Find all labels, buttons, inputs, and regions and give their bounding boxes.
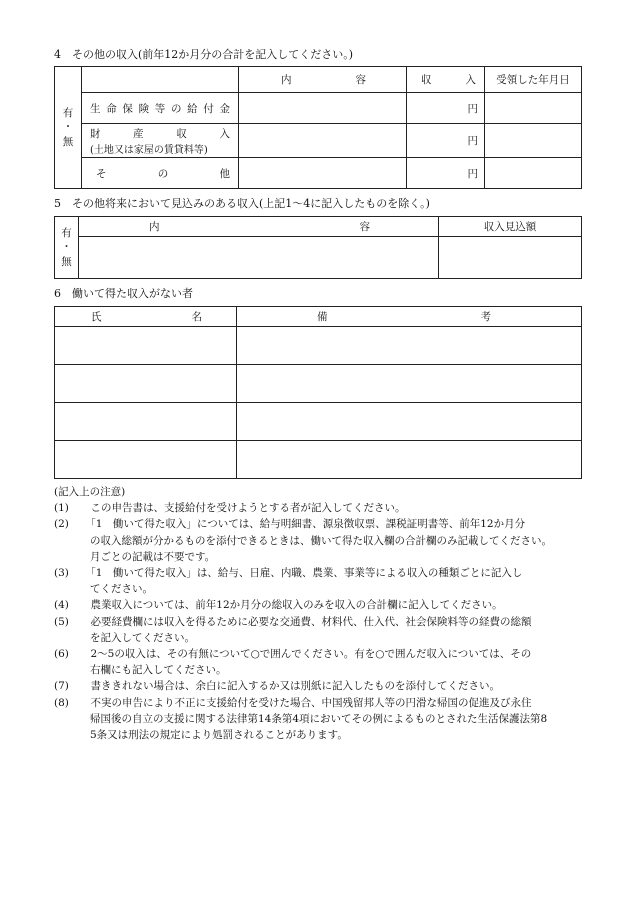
dot-mark: ・ xyxy=(61,241,72,254)
section6-col-name: 氏 名 xyxy=(55,307,237,327)
section6-table xyxy=(54,306,582,479)
label-life-insurance: 生 命 保 険 等 の 給 付 金 xyxy=(82,93,239,124)
note-item: (8) 不実の申告により不正に支援給付を受けた場合、中国残留邦人等の円滑な帰国の促進及び永住 帰国後の自立の支援に関する法律第14条第4項においてその例によるものとされた生活保護法第8 5条又は刑法の規定により処罰されることがあります。 xyxy=(54,696,548,742)
note-item: (6) 2〜5の収入は、その有無について○で囲んでください。有を○で囲んだ収入については、その 右欄にも記入してください。 xyxy=(54,648,532,677)
property-income-amount-input[interactable]: 円 xyxy=(407,124,485,158)
name-input-3[interactable] xyxy=(55,403,237,441)
note-item: (7) 書ききれない場合は、余白に記入するか又は別紙に記入したものを添付してください。 xyxy=(54,680,500,693)
section5-content-input[interactable] xyxy=(79,237,439,279)
section4-col-content: 内 容 xyxy=(239,67,407,93)
property-income-content-input[interactable] xyxy=(239,124,407,158)
section5-col-content: 内 容 xyxy=(79,217,439,237)
notes-section xyxy=(54,484,584,743)
other-content-input[interactable] xyxy=(239,158,407,189)
name-input-2[interactable] xyxy=(55,365,237,403)
section6-col-remarks: 備 考 xyxy=(237,307,582,327)
section5-amount-input[interactable] xyxy=(439,237,582,279)
section4-col-income: 収 入 xyxy=(407,67,485,93)
section4-col-date: 受領した年月日 xyxy=(485,67,582,93)
property-income-date-input[interactable] xyxy=(485,124,582,158)
remarks-input-3[interactable] xyxy=(237,403,582,441)
dot-mark: ・ xyxy=(62,121,74,134)
life-insurance-content-input[interactable] xyxy=(239,93,407,124)
note-item: (5) 必要経費欄には収入を得るために必要な交通費、材料代、仕入代、社会保険料等の経費の総額 を記入してください。 xyxy=(54,615,532,644)
note-item: (2) 「1 働いて得た収入」については、給与明細書、源泉徴収票、課税証明書等、前年12か月分 の収入総額が分かるものを添付できるときは、働いて得た収入欄の合計欄のみ記載してください。 月ごとの記載は不要です。 xyxy=(54,518,552,563)
section5-heading: 5 その他将来において見込みのある収入(上記1〜4に記入したものを除く。) xyxy=(54,197,430,210)
other-date-input[interactable] xyxy=(485,158,582,189)
section4-header-blank xyxy=(82,67,239,93)
label-property-income: 財 産 収 入 (土地又は家屋の賃貸料等) xyxy=(82,124,239,158)
section6-heading: 6 働いて得た収入がない者 xyxy=(54,287,193,300)
section4-yesno-cell[interactable] xyxy=(55,67,82,189)
other-amount-input[interactable]: 円 xyxy=(407,158,485,189)
no-mark: 無 xyxy=(62,135,74,148)
property-income-sublabel: (土地又は家屋の賃貸料等) xyxy=(90,144,208,156)
note-item: (3) 「1 働いて得た収入」は、給与、日雇、内職、農業、事業等による収入の種類ごとに記入し てください。 xyxy=(54,567,523,596)
remarks-input-4[interactable] xyxy=(237,441,582,479)
note-item: (4) 農業収入については、前年12か月分の総収入のみを収入の合計欄に記入してください。 xyxy=(54,599,503,612)
yes-mark: 有 xyxy=(61,227,72,240)
remarks-input-2[interactable] xyxy=(237,365,582,403)
section5-table xyxy=(54,216,582,279)
section4-heading: 4 その他の収入(前年12か月分の合計を記入してください。) xyxy=(54,48,354,61)
name-input-1[interactable] xyxy=(55,327,237,365)
section5-col-amount: 収入見込額 xyxy=(439,217,582,237)
label-other: そ の 他 xyxy=(82,158,239,189)
life-insurance-amount-input[interactable]: 円 xyxy=(407,93,485,124)
remarks-input-1[interactable] xyxy=(237,327,582,365)
name-input-4[interactable] xyxy=(55,441,237,479)
life-insurance-date-input[interactable] xyxy=(485,93,582,124)
section5-yesno-cell[interactable] xyxy=(55,217,79,279)
notes-title: (記入上の注意) xyxy=(54,486,126,498)
no-mark: 無 xyxy=(61,255,72,268)
section4-table xyxy=(54,66,582,189)
yes-mark: 有 xyxy=(62,107,74,120)
note-item: (1) この申告書は、支援給付を受けようとする者が記入してください。 xyxy=(54,502,406,515)
